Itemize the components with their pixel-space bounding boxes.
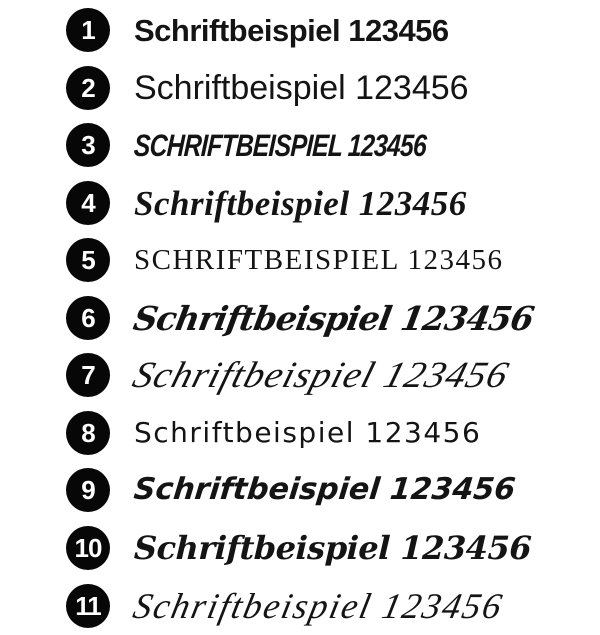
font-sample-row-3 (66, 116, 499, 174)
badge-number: 6 (81, 302, 95, 333)
font-sample-text-5: SCHRIFTBEISPIEL 123456 (134, 243, 504, 276)
font-sample-row-8 (66, 404, 481, 462)
badge-number: 7 (81, 359, 95, 390)
number-badge-1 (66, 8, 110, 52)
badge-number: 8 (81, 417, 95, 448)
number-badge-2 (66, 66, 110, 110)
badge-number: 1 (81, 14, 95, 45)
font-sample-text-11: Schriftbeispiel 123456 (129, 586, 508, 626)
font-sample-row-11 (66, 577, 508, 635)
font-sample-row-1 (66, 1, 449, 59)
font-sample-text-6: Schriftbeispiel 123456 (130, 298, 537, 338)
badge-number: 4 (81, 187, 95, 218)
font-sample-row-4 (66, 174, 467, 232)
number-badge-4 (66, 181, 110, 225)
font-sample-text-10: Schriftbeispiel 123456 (133, 529, 532, 567)
number-badge-10 (66, 526, 110, 570)
number-badge-3 (66, 123, 110, 167)
font-sample-text-3: SCHRIFTBEISPIEL 123456 (133, 127, 428, 163)
font-sample-row-2 (66, 59, 469, 117)
font-sample-row-10 (66, 519, 531, 577)
font-sample-text-9: Schriftbeispiel 123456 (132, 472, 518, 507)
number-badge-8 (66, 411, 110, 455)
number-badge-9 (66, 468, 110, 512)
font-sample-text-1: Schriftbeispiel 123456 (134, 12, 449, 48)
font-sample-row-5 (66, 231, 504, 289)
badge-number: 10 (74, 532, 102, 563)
number-badge-5 (66, 238, 110, 282)
font-sample-row-9 (66, 461, 518, 519)
font-sample-text-7: Schriftbeispiel 123456 (128, 354, 514, 396)
font-sample-row-6 (66, 289, 537, 347)
badge-number: 9 (81, 474, 95, 505)
badge-number: 5 (81, 244, 95, 275)
number-badge-11 (66, 584, 110, 628)
font-sample-row-7 (66, 346, 514, 404)
number-badge-7 (66, 353, 110, 397)
font-sample-text-4: Schriftbeispiel 123456 (134, 183, 467, 223)
badge-number: 11 (75, 590, 101, 621)
font-sample-text-8: Schriftbeispiel 123456 (134, 416, 482, 449)
font-sample-text-2: Schriftbeispiel 123456 (134, 69, 469, 107)
badge-number: 2 (81, 72, 95, 103)
badge-number: 3 (81, 129, 95, 160)
number-badge-6 (66, 296, 110, 340)
